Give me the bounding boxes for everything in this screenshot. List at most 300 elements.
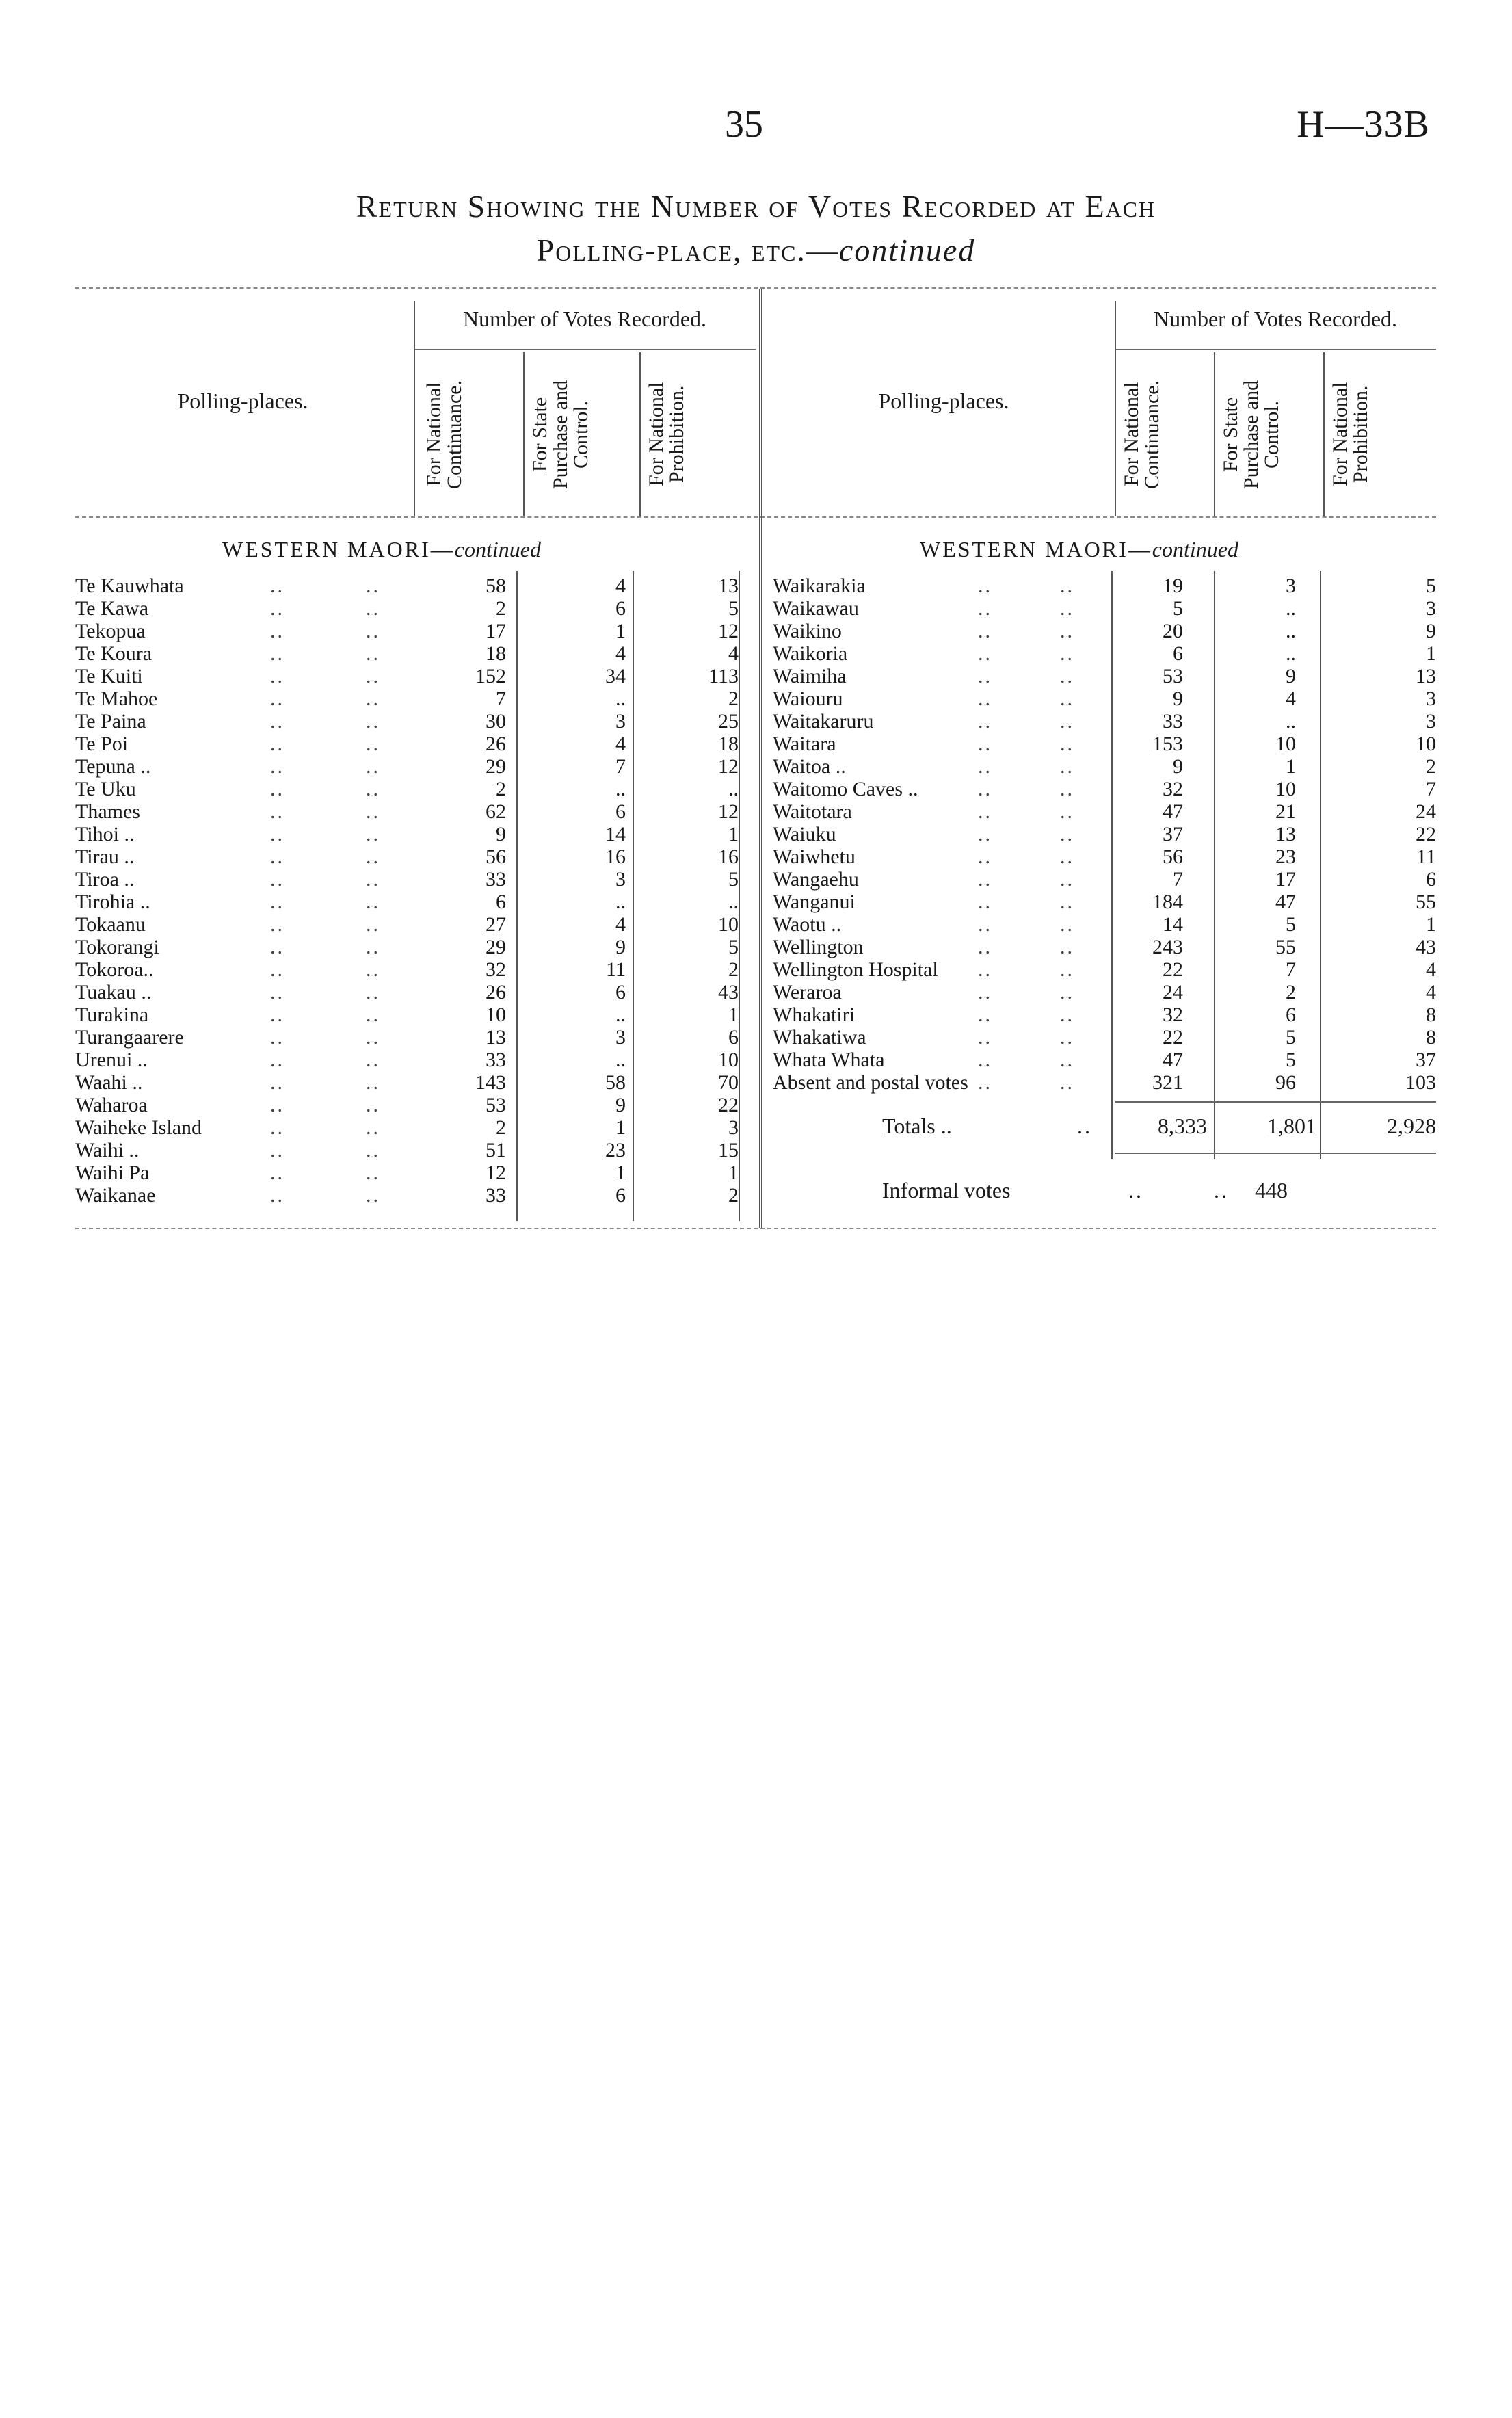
polling-place-name: Te Kuiti [75,665,143,687]
leader-dots: .. [366,687,380,710]
vote-count-c2: 1 [615,620,626,642]
leader-dots: .. [366,642,380,665]
vote-count-c2: 6 [615,597,626,620]
polling-place-name: Te Poi [75,733,129,755]
vote-count-c1: 2 [496,778,506,800]
leader-dots: .. [978,1049,992,1071]
polling-place-name: Waikawau [773,597,859,620]
leader-dots: .. [978,733,992,755]
vote-count-c2: .. [615,1049,626,1071]
leader-dots: .. [366,1139,380,1161]
vote-count-c3: 2 [728,687,739,710]
vote-count-c1: 9 [1173,755,1183,778]
polling-place-name: Waikoria [773,642,848,665]
leader-dots: .. [270,800,284,823]
table-row [75,1049,752,1071]
polling-place-name: Waahi .. [75,1071,143,1094]
polling-place-name: Tihoi .. [75,823,135,845]
polling-place-name: Waiwhetu [773,845,856,868]
vote-count-c2: 9 [615,936,626,958]
vote-count-c3: 1 [1426,642,1436,665]
polling-place-name: Te Uku [75,778,136,800]
vote-count-c2: 1 [615,1161,626,1184]
vote-count-c3: 22 [718,1094,739,1116]
leader-dots: .. [978,665,992,687]
center-divider [759,289,762,1228]
table-bottom-rule [75,1228,1436,1229]
leader-dots: .. [270,710,284,733]
polling-place-name: Whakatiri [773,1003,855,1026]
table-row [773,575,1436,597]
leader-dots: .. [978,778,992,800]
vote-count-c3: 2 [1426,755,1436,778]
vote-count-c3: 1 [728,1161,739,1184]
totals-top-rule [1115,1101,1436,1103]
polling-place-name: Te Kawa [75,597,149,620]
polling-place-name: Weraroa [773,981,842,1003]
polling-place-name: Te Kauwhata [75,575,184,597]
vote-count-c2: 2 [1286,981,1296,1003]
vote-count-c1: 2 [496,1116,506,1139]
vote-count-c3: 18 [718,733,739,755]
leader-dots: .. [366,936,380,958]
table-row [75,687,752,710]
leader-dots: .. [978,1071,992,1094]
vote-count-c1: 32 [1163,778,1183,800]
leader-dots: .. [366,958,380,981]
left-col-divider-2 [639,352,641,516]
vote-count-c3: 1 [728,823,739,845]
leader-dots: .. [366,800,380,823]
vote-count-c3: 7 [1426,778,1436,800]
leader-dots: .. [978,687,992,710]
totals-label: Totals .. [882,1114,952,1138]
vote-count-c1: 30 [486,710,506,733]
polling-place-name: Waikarakia [773,575,866,597]
polling-place-name: Waikanae [75,1184,156,1207]
polling-place-name: Waitakaruru [773,710,874,733]
vote-count-c2: 47 [1275,891,1296,913]
vote-count-c1: 12 [486,1161,506,1184]
vote-count-c1: 9 [1173,687,1183,710]
leader-dots: .. [1060,575,1074,597]
table-row [75,755,752,778]
table-row [75,1094,752,1116]
leader-dots: .. [366,778,380,800]
vote-count-c1: 143 [475,1071,506,1094]
page-title [0,185,1512,272]
leader-dots: .. [978,958,992,981]
leader-dots: .. [1060,1003,1074,1026]
vote-count-c3: 3 [1426,687,1436,710]
leader-dots: .. [978,710,992,733]
table-row [773,710,1436,733]
vote-count-c2: 6 [615,1184,626,1207]
table-row [75,710,752,733]
leader-dots: .. [366,755,380,778]
vote-count-c3: 10 [718,913,739,936]
leader-dots: .. [366,913,380,936]
totals-col1: 8,333 [1158,1114,1207,1138]
leader-dots: .. [270,1116,284,1139]
informal-value: 448 [1255,1178,1288,1203]
left-section-name: WESTERN MAORI— [222,537,455,562]
table-row [773,1026,1436,1049]
polling-place-name: Tiroa .. [75,868,135,891]
leader-dots: .. [1060,755,1074,778]
leader-dots: .. [270,1026,284,1049]
totals-dots: .. [1077,1114,1092,1138]
informal-votes [882,1178,1288,1203]
table-row [75,981,752,1003]
vote-count-c1: 243 [1152,936,1183,958]
leader-dots: .. [270,981,284,1003]
leader-dots: .. [270,778,284,800]
table-row [773,665,1436,687]
vote-count-c3: 25 [718,710,739,733]
vote-count-c1: 13 [486,1026,506,1049]
polling-place-name: Waitomo Caves .. [773,778,918,800]
left-group-rule [414,349,756,350]
vote-count-c2: .. [1286,620,1296,642]
vote-count-c1: 33 [486,1049,506,1071]
leader-dots: .. [1060,981,1074,1003]
table-row [773,642,1436,665]
polling-place-name: Waharoa [75,1094,148,1116]
vote-count-c1: 19 [1163,575,1183,597]
left-col1-header: For National Continuance. [423,380,466,489]
vote-count-c2: 5 [1286,1049,1296,1071]
vote-count-c3: 37 [1416,1049,1436,1071]
leader-dots: .. [366,1003,380,1026]
vote-count-c1: 7 [496,687,506,710]
leader-dots: .. [1060,733,1074,755]
vote-count-c2: 17 [1275,868,1296,891]
right-col1-header: For National Continuance. [1120,380,1163,489]
leader-dots: .. [270,891,284,913]
right-section-title [920,537,1238,562]
vote-count-c2: 16 [605,845,626,868]
vote-count-c1: 153 [1152,733,1183,755]
right-col-divider-2 [1323,352,1325,516]
vote-count-c3: 55 [1416,891,1436,913]
vote-count-c2: 23 [1275,845,1296,868]
vote-count-c1: 5 [1173,597,1183,620]
vote-count-c3: 4 [1426,958,1436,981]
leader-dots: .. [270,823,284,845]
vote-count-c1: 24 [1163,981,1183,1003]
left-col3-header: For National Prohibition. [645,382,688,487]
title-line-2 [0,228,1512,272]
table-row [75,845,752,868]
title-line-2-italic: continued [838,233,976,267]
leader-dots: .. [1060,891,1074,913]
polling-place-name: Whata Whata [773,1049,885,1071]
polling-place-name: Tepuna .. [75,755,151,778]
table-row [75,868,752,891]
vote-count-c2: 3 [615,868,626,891]
document-code: H—33B [1297,103,1430,146]
leader-dots: .. [366,1161,380,1184]
vote-count-c3: 5 [728,597,739,620]
leader-dots: .. [366,981,380,1003]
table-row [75,642,752,665]
leader-dots: .. [1060,845,1074,868]
vote-count-c3: 1 [1426,913,1436,936]
leader-dots: .. [1060,1026,1074,1049]
leader-dots: .. [978,620,992,642]
right-col-divider-1 [1214,352,1215,516]
table-row [773,620,1436,642]
vote-count-c2: 5 [1286,1026,1296,1049]
polling-place-name: Waihi .. [75,1139,140,1161]
vote-count-c1: 10 [486,1003,506,1026]
leader-dots: .. [366,620,380,642]
leader-dots: .. [978,868,992,891]
vote-count-c1: 32 [486,958,506,981]
polling-place-name: Tekopua [75,620,146,642]
leader-dots: .. [366,891,380,913]
leader-dots: .. [270,1184,284,1207]
vote-count-c2: 14 [605,823,626,845]
table-row [75,936,752,958]
leader-dots: .. [1060,823,1074,845]
leader-dots: .. [1060,620,1074,642]
table-row [75,958,752,981]
table-row [773,936,1436,958]
leader-dots: .. [270,936,284,958]
vote-count-c2: 34 [605,665,626,687]
vote-count-c2: 11 [606,958,626,981]
leader-dots: .. [270,687,284,710]
vote-count-c3: 5 [728,936,739,958]
vote-count-c1: 184 [1152,891,1183,913]
vote-count-c1: 29 [486,936,506,958]
vote-count-c1: 321 [1152,1071,1183,1094]
polling-place-name: Turakina [75,1003,149,1026]
leader-dots: .. [1060,913,1074,936]
vote-count-c1: 32 [1163,1003,1183,1026]
vote-count-c2: 3 [615,1026,626,1049]
leader-dots: .. [1060,800,1074,823]
left-votes-group-header: Number of Votes Recorded. [462,306,707,331]
vote-count-c3: 43 [1416,936,1436,958]
vote-count-c2: 6 [1286,1003,1296,1026]
vote-count-c2: 10 [1275,778,1296,800]
polling-place-name: Urenui .. [75,1049,148,1071]
leader-dots: .. [1060,597,1074,620]
polling-place-name: Te Mahoe [75,687,158,710]
totals-row [773,1114,1436,1141]
table-row [773,1049,1436,1071]
vote-count-c2: .. [615,1003,626,1026]
polling-place-name: Waotu .. [773,913,842,936]
table-row [75,575,752,597]
left-polling-places-header: Polling-places. [177,389,308,413]
leader-dots: .. [1060,687,1074,710]
table-row [75,778,752,800]
polling-place-name: Tokorangi [75,936,159,958]
leader-dots: .. [366,868,380,891]
vote-count-c3: 13 [1416,665,1436,687]
leader-dots: .. [270,597,284,620]
vote-count-c3: 113 [708,665,739,687]
leader-dots: .. [1060,1049,1074,1071]
vote-count-c1: 18 [486,642,506,665]
vote-count-c1: 33 [486,1184,506,1207]
table-row [75,800,752,823]
polling-place-name: Te Koura [75,642,152,665]
vote-count-c1: 51 [486,1139,506,1161]
vote-count-c3: 10 [1416,733,1436,755]
vote-count-c1: 58 [486,575,506,597]
vote-count-c1: 26 [486,981,506,1003]
polling-place-name: Waikino [773,620,842,642]
right-votes-group-header: Number of Votes Recorded. [1153,306,1398,331]
leader-dots: .. [978,891,992,913]
vote-count-c3: 6 [1426,868,1436,891]
leader-dots: .. [978,913,992,936]
leader-dots: .. [270,755,284,778]
leader-dots: .. [270,845,284,868]
vote-count-c1: 22 [1163,1026,1183,1049]
vote-count-c2: 21 [1275,800,1296,823]
leader-dots: .. [978,575,992,597]
vote-count-c3: 12 [718,620,739,642]
vote-count-c2: .. [615,687,626,710]
leader-dots: .. [366,1049,380,1071]
vote-count-c2: 58 [605,1071,626,1094]
vote-count-c3: 9 [1426,620,1436,642]
table-row [75,1139,752,1161]
leader-dots: .. [366,575,380,597]
polling-place-name: Tokaanu [75,913,146,936]
vote-count-c2: 4 [615,913,626,936]
table-row [75,620,752,642]
table-row [773,981,1436,1003]
left-header-divider [414,301,415,516]
leader-dots: .. [1060,710,1074,733]
right-header-divider [1115,301,1116,516]
leader-dots: .. [270,868,284,891]
vote-count-c2: .. [1286,710,1296,733]
leader-dots: .. [270,1094,284,1116]
leader-dots: .. [978,936,992,958]
vote-count-c1: 9 [496,823,506,845]
vote-count-c1: 2 [496,597,506,620]
vote-count-c1: 33 [1163,710,1183,733]
leader-dots: .. [1060,958,1074,981]
table-row [75,1184,752,1207]
leader-dots: .. [978,1003,992,1026]
leader-dots: .. [366,845,380,868]
vote-count-c1: 7 [1173,868,1183,891]
vote-count-c3: 3 [1426,710,1436,733]
polling-place-name: Tirohia .. [75,891,150,913]
polling-place-name: Turangaarere [75,1026,184,1049]
vote-count-c2: 9 [615,1094,626,1116]
vote-count-c3: 22 [1416,823,1436,845]
leader-dots: .. [270,620,284,642]
vote-count-c2: 55 [1275,936,1296,958]
table-row [75,733,752,755]
table-row [773,687,1436,710]
leader-dots: .. [270,913,284,936]
vote-count-c3: 12 [718,800,739,823]
vote-count-c1: 47 [1163,1049,1183,1071]
vote-count-c3: 10 [718,1049,739,1071]
vote-count-c1: 27 [486,913,506,936]
header-bottom-rule [75,516,1436,518]
table-row [773,1003,1436,1026]
table-row [75,1026,752,1049]
vote-count-c1: 53 [1163,665,1183,687]
leader-dots: .. [270,1139,284,1161]
right-section-suffix: continued [1152,537,1238,562]
vote-count-c2: 1 [615,1116,626,1139]
vote-count-c3: 103 [1405,1071,1436,1094]
vote-count-c3: 1 [728,1003,739,1026]
right-col2-header: For State Purchase and Control. [1219,380,1283,489]
left-col2-header: For State Purchase and Control. [529,380,592,489]
leader-dots: .. [978,845,992,868]
leader-dots: .. [270,1071,284,1094]
polling-place-name: Whakatiwa [773,1026,866,1049]
vote-count-c1: 33 [486,868,506,891]
table-row [773,755,1436,778]
vote-count-c2: 5 [1286,913,1296,936]
table-row [773,891,1436,913]
table-row [773,958,1436,981]
vote-count-c2: 3 [1286,575,1296,597]
vote-count-c2: 3 [615,710,626,733]
title-line-2-prefix: Polling-place, etc.— [536,233,839,267]
vote-count-c3: .. [728,778,739,800]
vote-count-c1: 56 [1163,845,1183,868]
vote-count-c3: 2 [728,1184,739,1207]
vote-count-c3: 12 [718,755,739,778]
vote-count-c3: 13 [718,575,739,597]
leader-dots: .. [270,958,284,981]
informal-dots-2: .. [1214,1178,1229,1203]
totals-bottom-rule [1115,1153,1436,1154]
polling-place-name: Absent and postal votes [773,1071,968,1094]
polling-place-name: Thames [75,800,140,823]
leader-dots: .. [366,733,380,755]
table-row [773,823,1436,845]
right-col3-header: For National Prohibition. [1329,382,1372,487]
right-polling-places-header: Polling-places. [878,389,1009,413]
leader-dots: .. [366,710,380,733]
vote-count-c3: .. [728,891,739,913]
left-col-divider-1 [523,352,525,516]
table-row [773,868,1436,891]
leader-dots: .. [366,1026,380,1049]
polling-place-name: Waitara [773,733,836,755]
polling-place-name: Tokoroa.. [75,958,154,981]
vote-count-c1: 17 [486,620,506,642]
leader-dots: .. [978,1026,992,1049]
vote-count-c1: 20 [1163,620,1183,642]
polling-place-name: Tirau .. [75,845,135,868]
leader-dots: .. [978,981,992,1003]
title-line-1: Return Showing the Number of Votes Recorded at Each [356,189,1156,224]
vote-count-c3: 16 [718,845,739,868]
leader-dots: .. [366,1094,380,1116]
vote-count-c1: 37 [1163,823,1183,845]
vote-count-c1: 22 [1163,958,1183,981]
table-row [75,1116,752,1139]
